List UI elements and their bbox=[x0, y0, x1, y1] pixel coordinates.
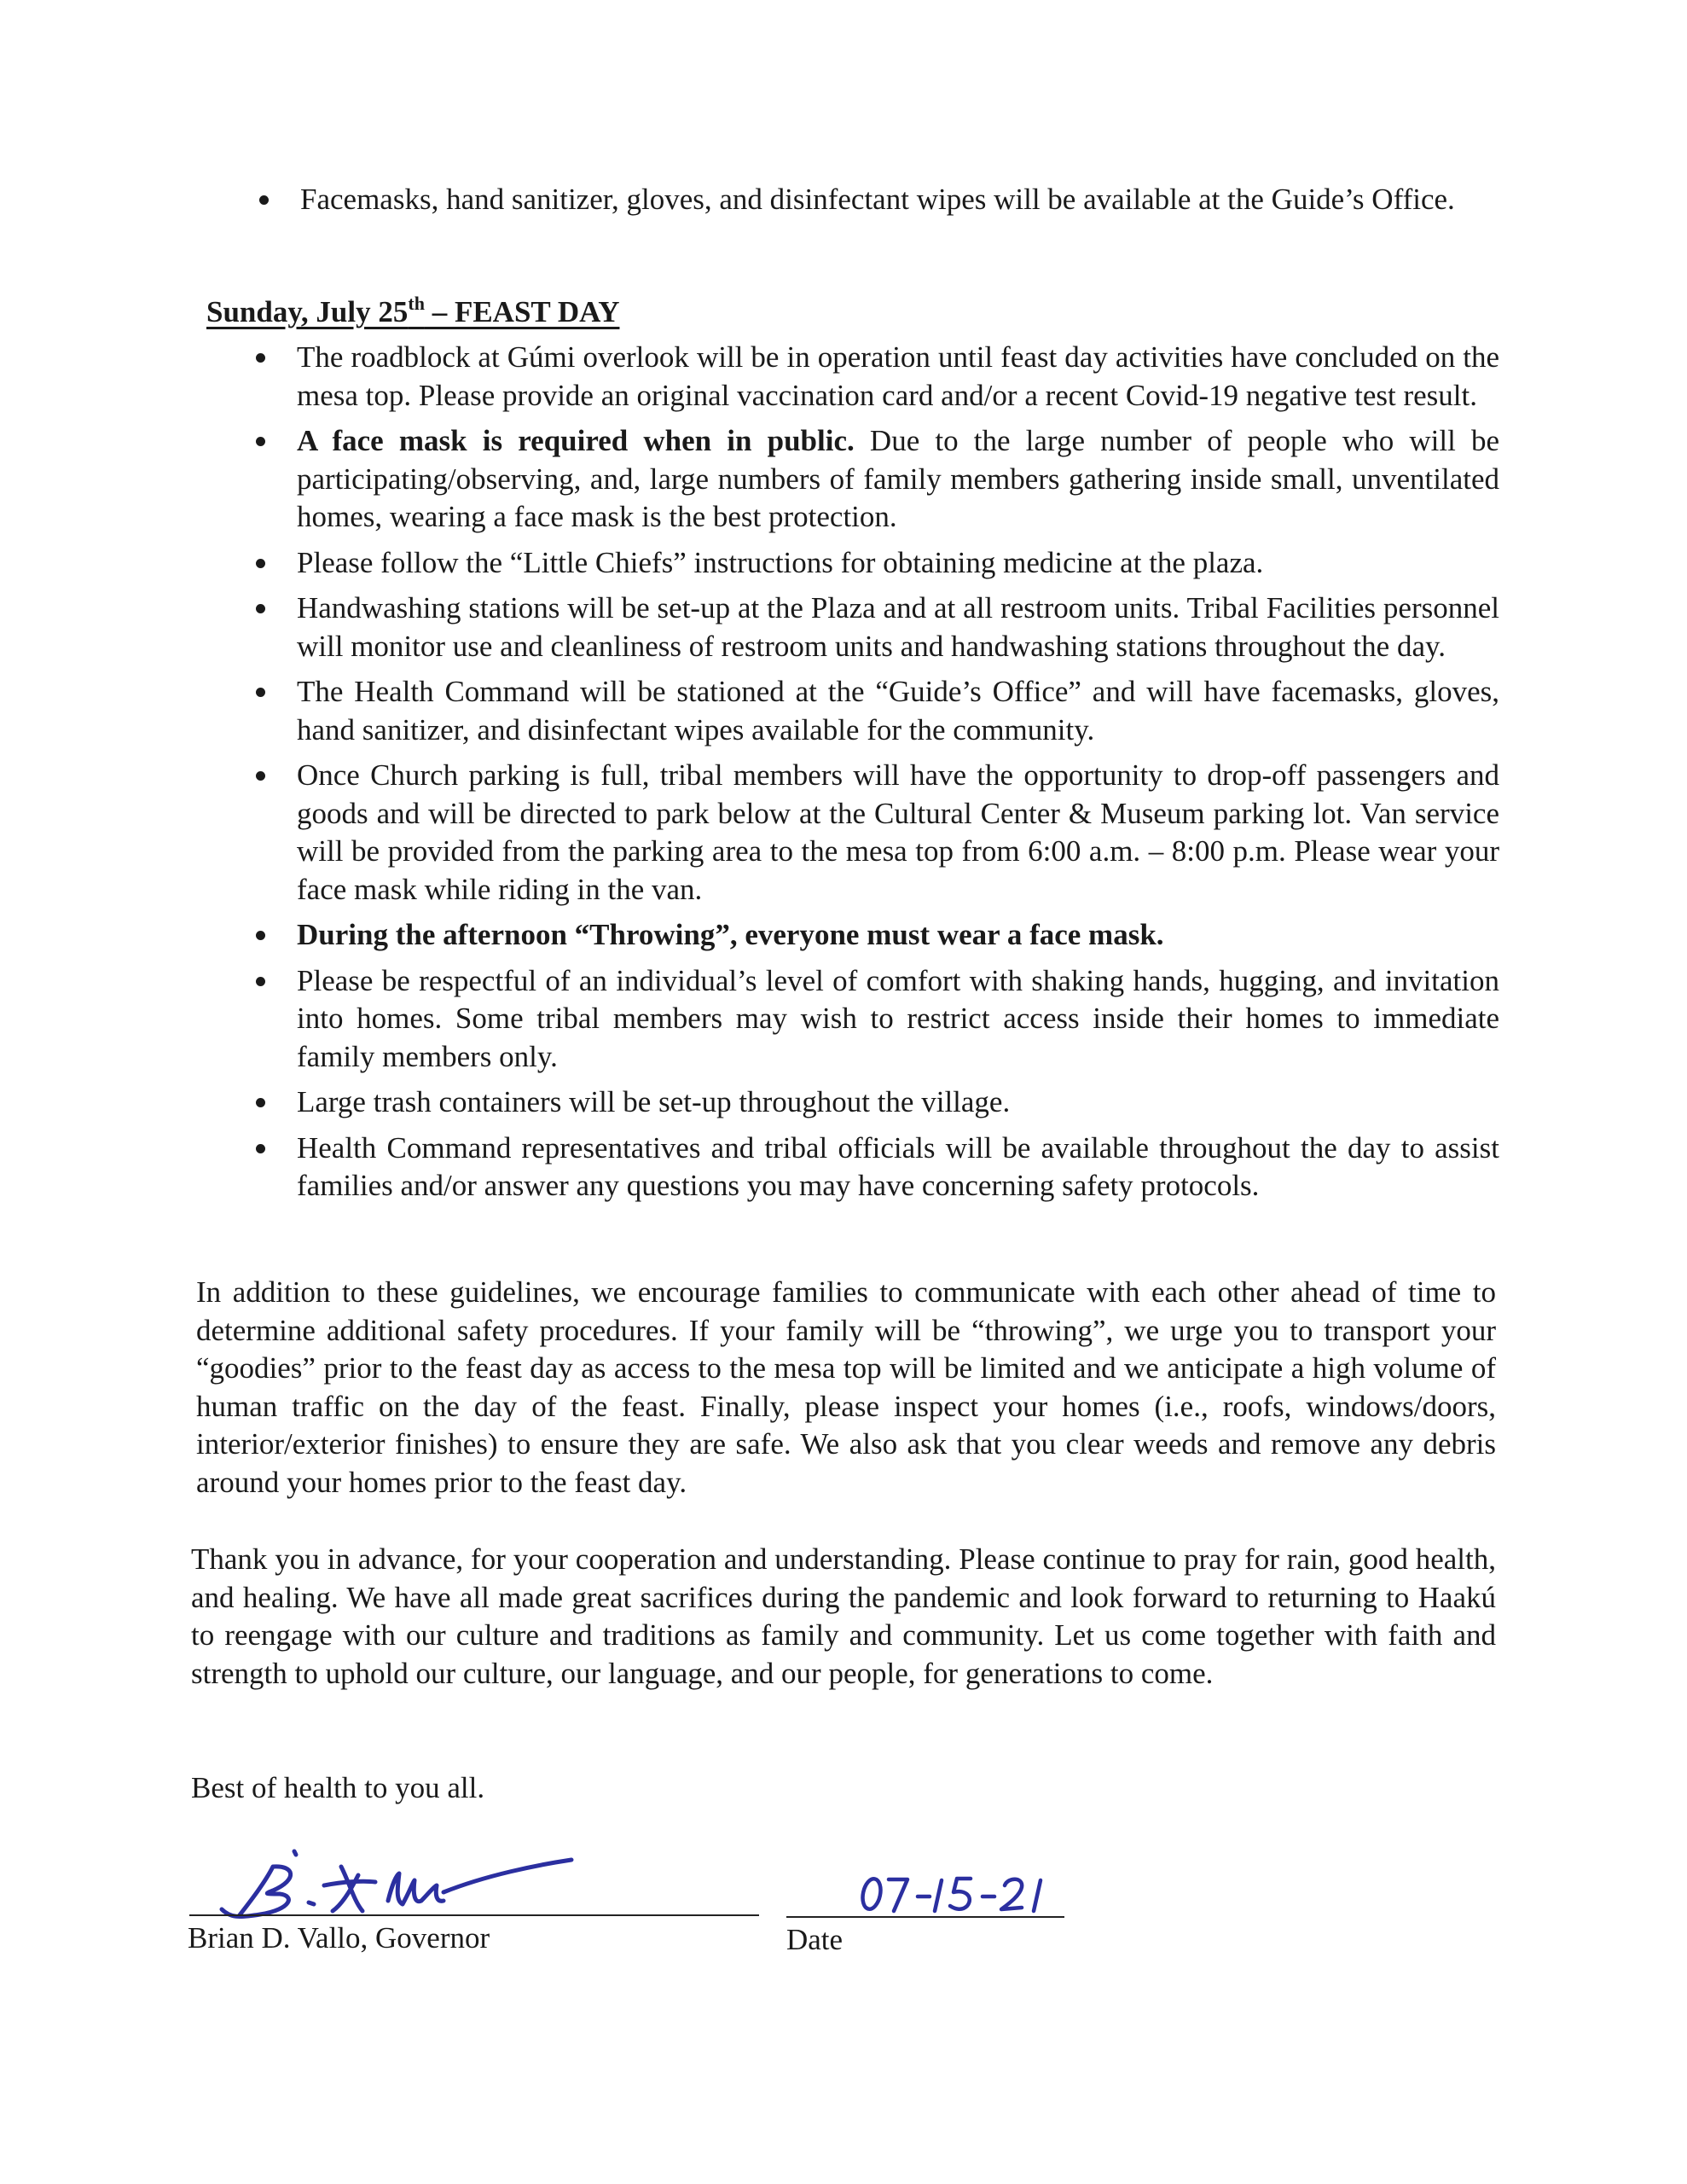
bullet-text bbox=[297, 544, 1499, 583]
bullet-icon bbox=[256, 977, 265, 986]
bullet-text bbox=[297, 916, 1499, 955]
signature-line bbox=[189, 1914, 759, 1916]
bullet-icon bbox=[256, 688, 265, 697]
closing-line: Best of health to you all. bbox=[191, 1771, 485, 1804]
bullet-body: Due to the large number of people who will be participating/observing, and, large numbers of family members gathering inside small, unventilated homes, wearing a face mask is the best protection. bbox=[297, 424, 1499, 533]
list-item bbox=[186, 757, 1499, 909]
bullet-icon bbox=[259, 195, 269, 205]
bullet-body: Handwashing stations will be set-up at the Plaza and at all restroom units. Tribal Facilities personnel will monitor use and cleanliness of restroom units and handwashing stations throughout the day. bbox=[297, 591, 1499, 663]
signer-name: Brian D. Vallo, Governor bbox=[188, 1921, 490, 1955]
bullet-icon bbox=[256, 604, 265, 613]
heading-ordinal: th bbox=[408, 293, 425, 314]
list-item bbox=[186, 962, 1499, 1077]
heading-day: Sunday, July 25 bbox=[206, 295, 409, 328]
bullet-body: Health Command representatives and tribal officials will be available throughout the day to assist families and/or answer any questions you may have concerning safety protocols. bbox=[297, 1130, 1499, 1202]
date-line bbox=[786, 1916, 1064, 1918]
list-item bbox=[186, 590, 1499, 665]
feast-day-bullet-list bbox=[186, 339, 1499, 1205]
thank-you-paragraph: Thank you in advance, for your cooperation and understanding. Please continue to pray for rain, good health, and healing. We have all made great sacrifices during the pandemic and look forward to returning to Haakú to reengage with our culture and traditions as family and community. Let us come together with faith and strength to uphold our culture, our language, and our people, for generations to come. bbox=[191, 1542, 1496, 1690]
date-label: Date bbox=[786, 1923, 844, 1956]
signature-mark bbox=[213, 1841, 588, 1926]
bullet-body: Please be respectful of an individual’s level of comfort with shaking hands, hugging, and invitation into homes. Some tribal members may wish to restrict access inside their homes to immediate family members only. bbox=[297, 963, 1499, 1073]
handwritten-date bbox=[853, 1868, 1075, 1920]
list-item bbox=[189, 181, 1499, 219]
bullet-body: The Health Command will be stationed at the “Guide’s Office” and will have facemasks, gloves, hand sanitizer, and disinfectant wipes available for the community. bbox=[297, 675, 1499, 746]
bullet-body: Once Church parking is full, tribal members will have the opportunity to drop-off passengers and goods and will be directed to park below at the Cultural Center & Museum parking lot. Van service will be provided from the parking area to the mesa top from 6:00 a.m. – 8:00 p.m. Please wear your face mask while riding in the van. bbox=[297, 758, 1499, 906]
bullet-text bbox=[297, 590, 1499, 665]
bullet-text: Facemasks, hand sanitizer, gloves, and disinfectant wipes will be available at the Guide’s Office. bbox=[300, 183, 1455, 216]
bullet-icon bbox=[256, 931, 265, 940]
list-item bbox=[186, 916, 1499, 955]
list-item bbox=[186, 544, 1499, 583]
bullet-text bbox=[297, 1083, 1499, 1122]
bullet-text bbox=[297, 339, 1499, 415]
bullet-icon bbox=[256, 1098, 265, 1107]
bullet-body: Please follow the “Little Chiefs” instructions for obtaining medicine at the plaza. bbox=[297, 545, 1264, 579]
bullet-text bbox=[297, 673, 1499, 749]
list-item bbox=[186, 673, 1499, 749]
section-heading bbox=[206, 293, 619, 331]
bullet-body: The roadblock at Gúmi overlook will be in operation until feast day activities have concluded on the mesa top. Please provide an original vaccination card and/or a recent Covid-19 negative test result. bbox=[297, 340, 1499, 412]
bullet-icon bbox=[256, 437, 265, 446]
list-item bbox=[186, 1083, 1499, 1122]
intro-bullet-list bbox=[189, 181, 1499, 219]
guidelines-paragraph: In addition to these guidelines, we encourage families to communicate with each other ahead of time to determine additional safety procedures. If your family will be “throwing”, we urge you to transport your “goodies” prior to the feast day as access to the mesa top will be limited and we anticipate a high volume of human traffic on the day of the feast. Finally, please inspect your homes (i.e., roofs, windows/doors, interior/exterior finishes) to ensure they are safe. We also ask that you clear weeds and remove any debris around your homes prior to the feast day. bbox=[196, 1275, 1496, 1499]
list-item bbox=[186, 422, 1499, 537]
bullet-text bbox=[297, 422, 1499, 537]
bullet-text bbox=[297, 1130, 1499, 1205]
bullet-emphasis: During the afternoon “Throwing”, everyone must wear a face mask. bbox=[297, 918, 1164, 951]
bullet-text bbox=[297, 757, 1499, 909]
bullet-emphasis: A face mask is required when in public. bbox=[297, 424, 855, 457]
bullet-body: Large trash containers will be set-up throughout the village. bbox=[297, 1085, 1011, 1118]
bullet-text bbox=[297, 962, 1499, 1077]
bullet-icon bbox=[256, 353, 265, 363]
bullet-icon bbox=[256, 1144, 265, 1153]
list-item bbox=[186, 1130, 1499, 1205]
list-item bbox=[186, 339, 1499, 415]
bullet-icon bbox=[256, 771, 265, 781]
bullet-icon bbox=[256, 559, 265, 568]
heading-title: – FEAST DAY bbox=[424, 295, 620, 328]
